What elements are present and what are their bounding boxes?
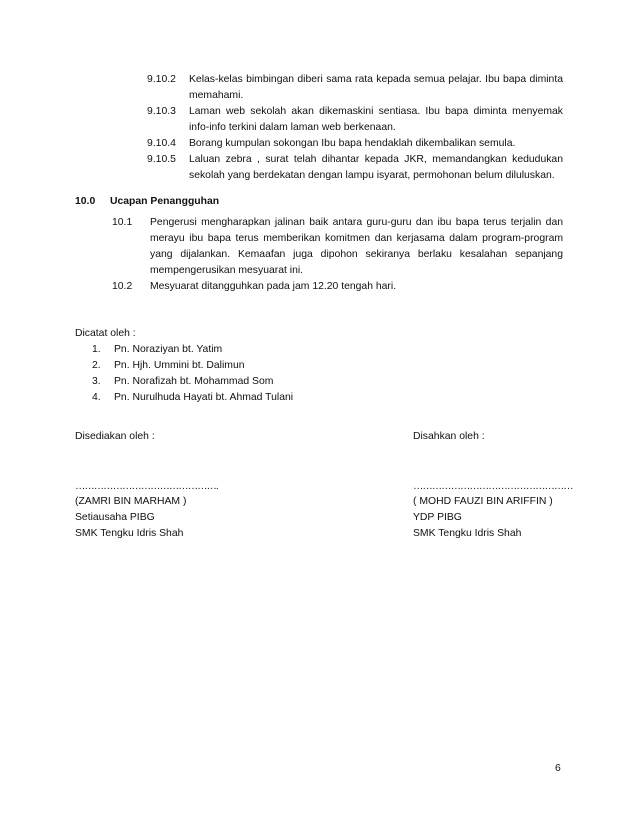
item-number: 10.2 (112, 281, 133, 292)
list-number: 4. (92, 392, 101, 403)
item-number: 9.10.2 (147, 74, 176, 85)
item-text: Pengerusi mengharapkan jalinan baik antara guru-guru dan ibu bapa terus terjalin dan (150, 217, 563, 228)
recorder-name: Pn. Norafizah bt. Mohammad Som (114, 376, 274, 387)
signatory-role: Setiausaha PIBG (75, 512, 155, 523)
signature-line: ………………………………………. (75, 481, 218, 492)
section-number: 10.0 (75, 196, 96, 207)
item-text: Mesyuarat ditangguhkan pada jam 12.20 tengah hari. (150, 281, 397, 292)
item-text: Laman web sekolah akan dikemaskini sentiasa. Ibu bapa diminta menyemak (189, 106, 563, 117)
section-title: Ucapan Penangguhan (110, 196, 220, 207)
page-number: 6 (555, 763, 561, 774)
signatory-name: (ZAMRI BIN MARHAM ) (75, 496, 187, 507)
item-number: 9.10.5 (147, 154, 176, 165)
approved-by-label: Disahkan oleh : (413, 431, 485, 442)
recorder-name: Pn. Nurulhuda Hayati bt. Ahmad Tulani (114, 392, 294, 403)
item-text: mempengerusikan mesyuarat ini. (150, 265, 304, 276)
item-number: 9.10.4 (147, 138, 176, 149)
item-text: Borang kumpulan sokongan Ibu bapa hendaklah dikembalikan semula. (189, 138, 516, 149)
item-text: sekolah yang berdekatan dengan lampu isyarat, permohonan belum diluluskan. (189, 170, 555, 181)
signatory-school: SMK Tengku Idris Shah (75, 528, 184, 539)
item-text: info-info terkini dalam laman web berkenaan. (189, 122, 396, 133)
recorder-name: Pn. Hjh. Ummini bt. Dalimun (114, 360, 245, 371)
item-text: Kelas-kelas bimbingan diberi sama rata kepada semua pelajar. Ibu bapa diminta (189, 74, 563, 85)
recorder-name: Pn. Noraziyan bt. Yatim (114, 344, 223, 355)
recorded-label: Dicatat oleh : (75, 328, 136, 339)
item-text: memahami. (189, 90, 244, 101)
item-number: 10.1 (112, 217, 133, 228)
item-text: merayu ibu bapa terus memberikan komitmen dan kerjasama dalam program-program (150, 233, 563, 244)
list-number: 3. (92, 376, 101, 387)
prepared-by-label: Disediakan oleh : (75, 431, 155, 442)
signatory-name: ( MOHD FAUZI BIN ARIFFIN ) (413, 496, 553, 507)
signatory-school: SMK Tengku Idris Shah (413, 528, 522, 539)
item-number: 9.10.3 (147, 106, 176, 117)
list-number: 1. (92, 344, 101, 355)
item-text: Laluan zebra , surat telah dihantar kepada JKR, memandangkan kedudukan (189, 154, 563, 165)
list-number: 2. (92, 360, 101, 371)
item-text: yang dijalankan. Kemaafan juga dipohon sekiranya berlaku kesalahan sepanjang (150, 249, 563, 260)
signature-line: …………………………………………… (413, 481, 573, 492)
signatory-role: YDP PIBG (413, 512, 462, 523)
